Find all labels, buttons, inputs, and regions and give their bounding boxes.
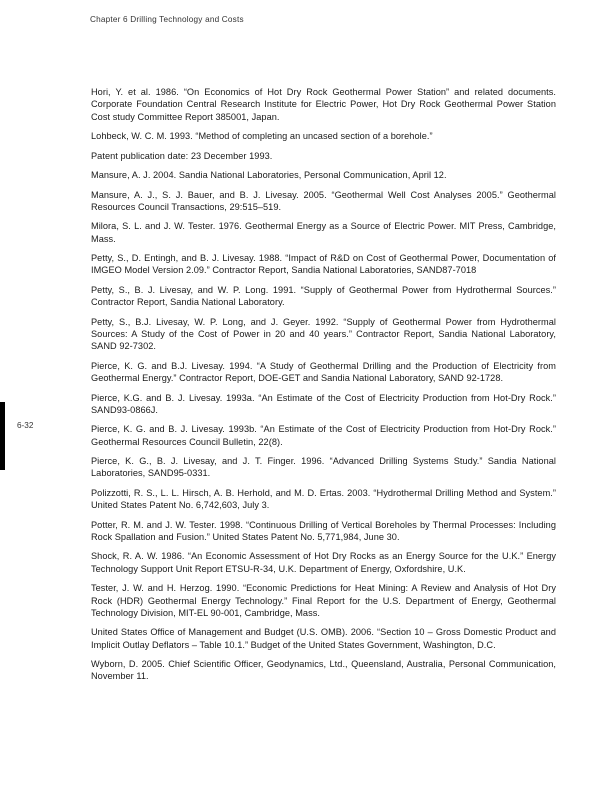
reference-entry: Pierce, K. G. and B. J. Livesay. 1993b. “An Estimate of the Cost of Electricity Production from Hot-Dry Rock.” Geothermal Resources Council Bulletin, 22(8). <box>91 424 556 447</box>
reference-entry: Mansure, A. J., S. J. Bauer, and B. J. Livesay. 2005. “Geothermal Well Cost Analyses 2005.” Geothermal Resources Council Transactions, 29:515–519. <box>91 189 556 212</box>
reference-entry: Pierce, K. G. and B.J. Livesay. 1994. “A Study of Geothermal Drilling and the Production of Electricity from Geothermal Energy.” Contractor Report, DOE-GET and Sandia National Laboratory, SAND 92-1728. <box>91 360 556 384</box>
reference-entry: Patent publication date: 23 December 1993. <box>91 150 273 161</box>
reference-entry: Wyborn, D. 2005. Chief Scientific Officer, Geodynamics, Ltd., Queensland, Australia, Personal Communication, November 11. <box>91 659 556 682</box>
reference-entry: Tester, J. W. and H. Herzog. 1990. “Economic Predictions for Heat Mining: A Review and Analysis of Hot Dry Rock (HDR) Geothermal Energy Technology.” Final Report for the U.S. Department of Energy, Geothermal Technology Division, MIT-EL 90-001, Cambridge, Mass. <box>91 583 556 618</box>
page-number: 6-32 <box>17 421 34 430</box>
reference-entry: Pierce, K. G., B. J. Livesay, and J. T. Finger. 1996. “Advanced Drilling Systems Study.” Sandia National Laboratories, SAND95-0331. <box>91 456 556 479</box>
reference-entry: United States Office of Management and Budget (U.S. OMB). 2006. “Section 10 – Gross Domestic Product and Implicit Outlay Deflators – Table 10.1.” Budget of the United States Government, Washington, D.C. <box>91 627 556 650</box>
reference-entry: Potter, R. M. and J. W. Tester. 1998. “Continuous Drilling of Vertical Boreholes by Thermal Processes: Including Rock Spallation and Fusion.” United States Patent No. 5,771,984, June 30. <box>91 519 556 542</box>
reference-entry: Mansure, A. J. 2004. Sandia National Laboratories, Personal Communication, April 12. <box>91 170 447 181</box>
reference-list <box>91 86 556 690</box>
reference-entry: Shock, R. A. W. 1986. “An Economic Assessment of Hot Dry Rocks as an Energy Source for the U.K.” Energy Technology Support Unit Report ETSU-R-34, U.K. Department of Energy, Oxfordshire, U.K. <box>91 551 556 574</box>
reference-entry: Pierce, K.G. and B. J. Livesay. 1993a. “An Estimate of the Cost of Electricity Production from Hot-Dry Rock.” SAND93-0866J. <box>91 392 556 415</box>
reference-entry: Lohbeck, W. C. M. 1993. “Method of completing an uncased section of a borehole.” <box>91 131 433 142</box>
reference-entry: Petty, S., D. Entingh, and B. J. Livesay. 1988. “Impact of R&D on Cost of Geothermal Power, Documentation of IMGEO Model Version 2.09.” Contractor Report, Sandia National Laboratories, SAND87-7018 <box>91 253 556 276</box>
reference-entry: Petty, S., B. J. Livesay, and W. P. Long. 1991. “Supply of Geothermal Power from Hydrothermal Sources.” Contractor Report, Sandia National Laboratory. <box>91 284 556 308</box>
reference-entry: Milora, S. L. and J. W. Tester. 1976. Geothermal Energy as a Source of Electric Power. MIT Press, Cambridge, Mass. <box>91 221 556 244</box>
reference-entry: Petty, S., B.J. Livesay, W. P. Long, and J. Geyer. 1992. “Supply of Geothermal Power from Hydrothermal Sources: A Study of the Cost of Power in 20 and 40 years.” Contractor Report, Sandia National Laboratory, SAND 92-7302. <box>91 316 556 352</box>
reference-entry: Polizzotti, R. S., L. L. Hirsch, A. B. Herhold, and M. D. Ertas. 2003. “Hydrothermal Drilling Method and System.” United States Patent No. 6,742,603, July 3. <box>91 487 556 511</box>
running-header: Chapter 6 Drilling Technology and Costs <box>90 15 244 24</box>
reference-entry: Hori, Y. et al. 1986. “On Economics of Hot Dry Rock Geothermal Power Station” and related documents. Corporate Foundation Central Research Institute for Electric Power, Hot Dry Rock Geothermal Power Station Cost study Committee Report 385001, Japan. <box>91 87 556 122</box>
margin-bar <box>0 402 5 470</box>
